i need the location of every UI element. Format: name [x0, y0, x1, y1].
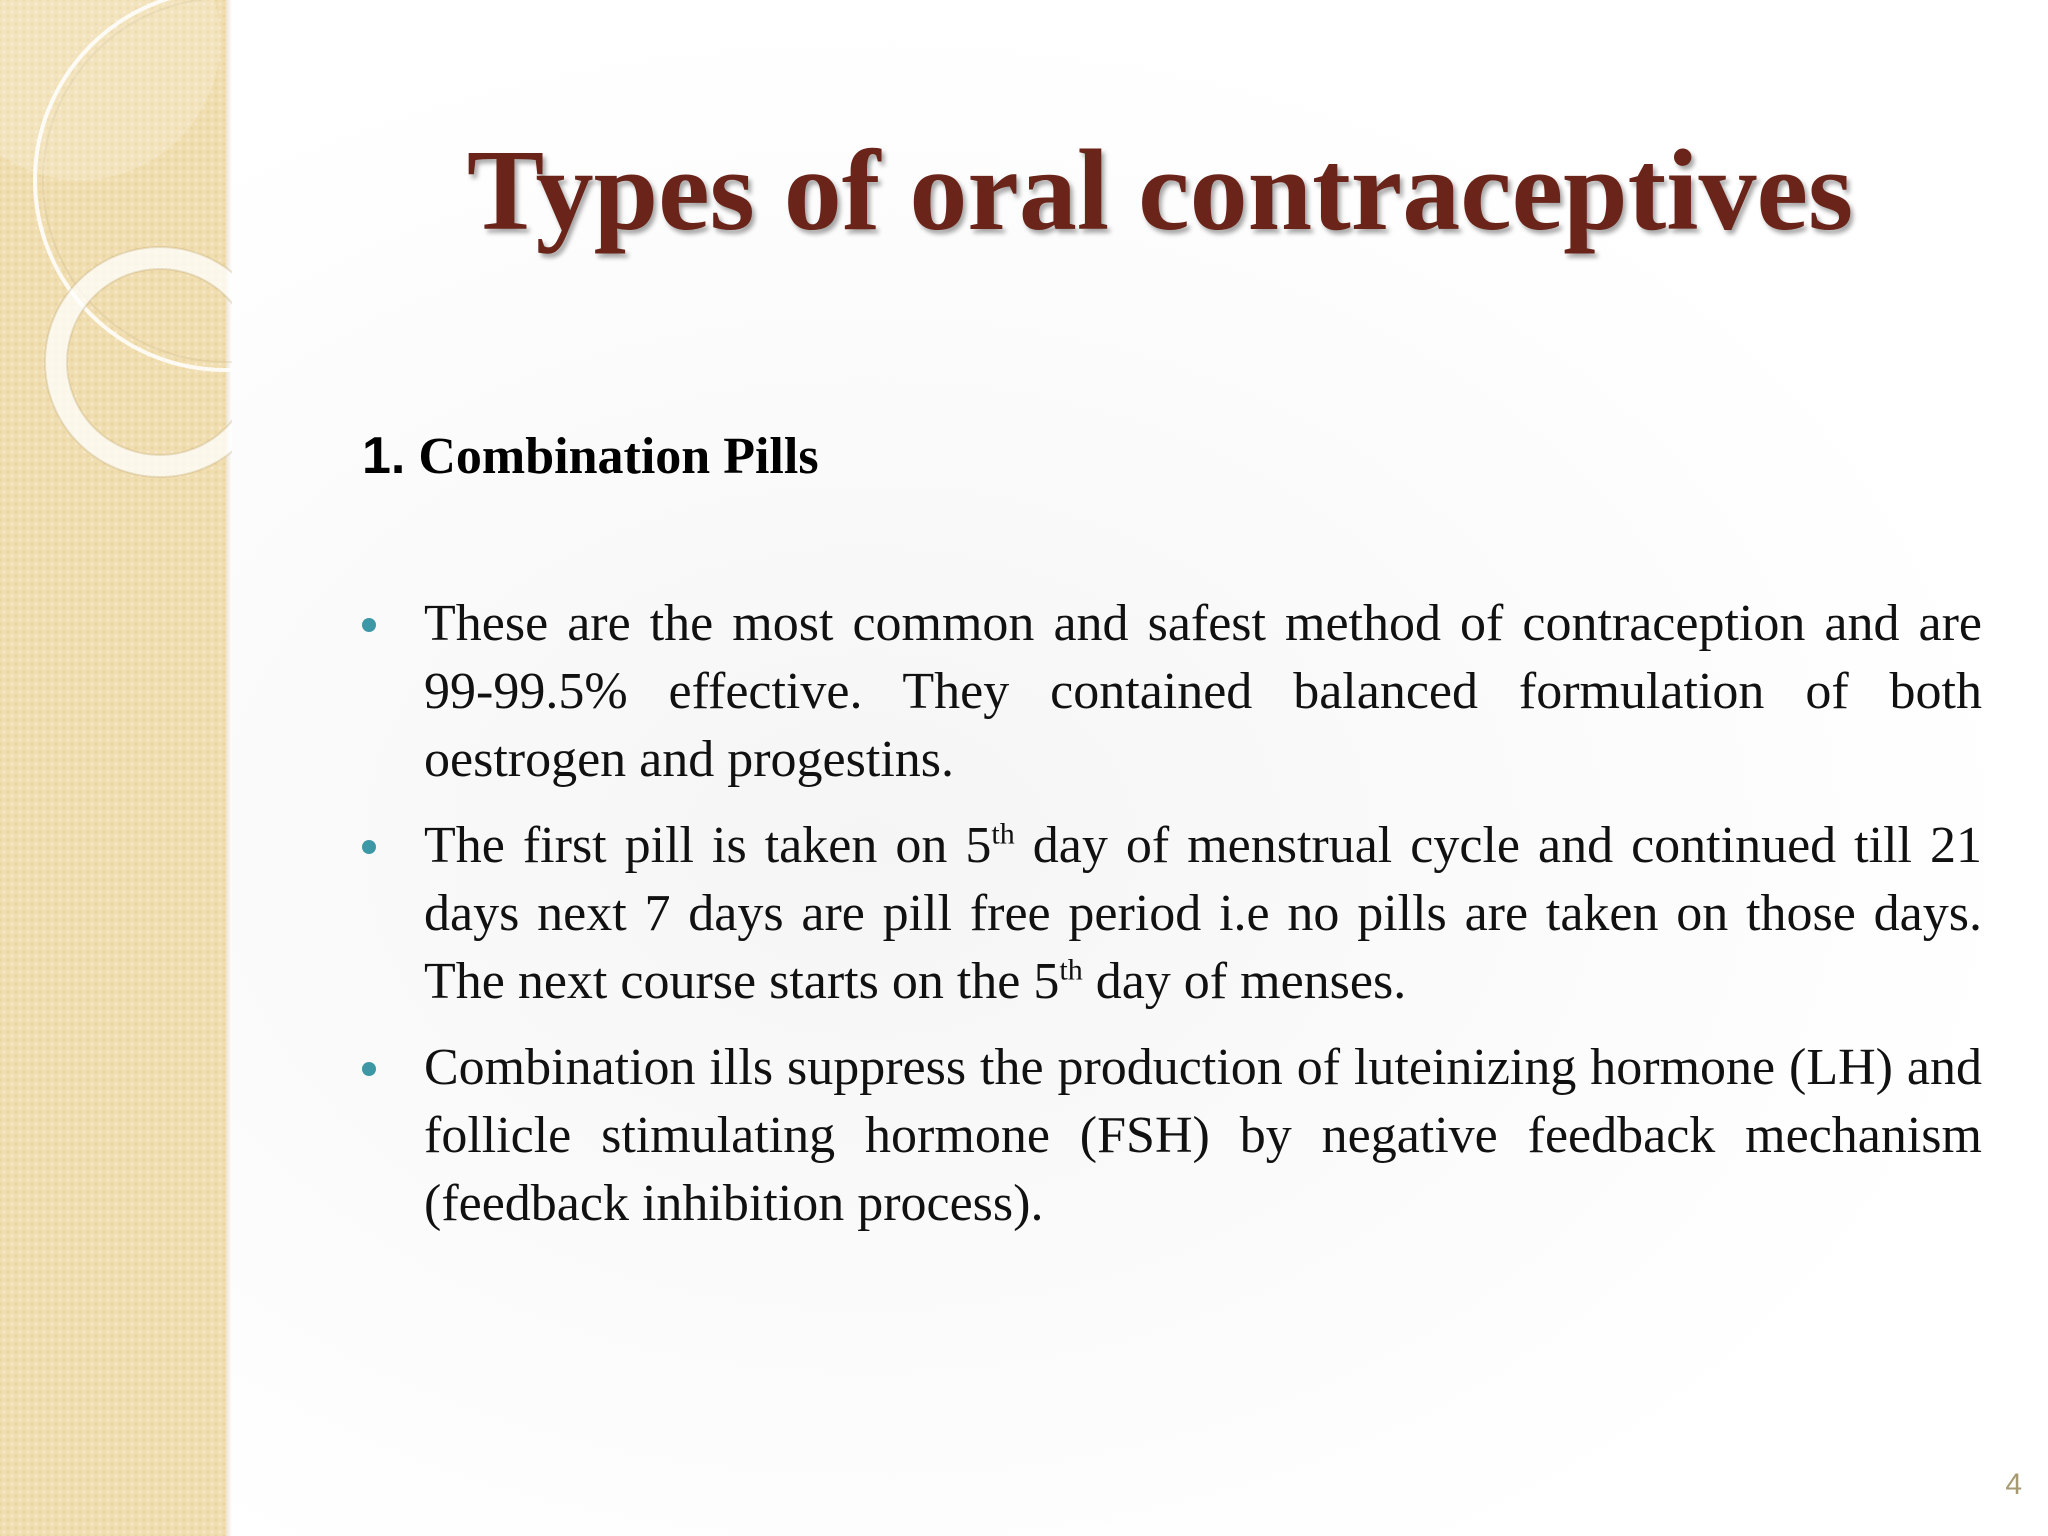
superscript-ordinal: th: [1059, 953, 1083, 987]
highlight-disc: [0, 0, 220, 180]
bullet-dot-icon: [362, 840, 376, 854]
bullet-text: These are the most common and safest method of contraception and are 99-99.5% effective. They contained balanced formulation of both oestrogen and progestins.: [424, 595, 1982, 788]
bullet-item: [362, 590, 1982, 794]
bullet-text-part: day of menstrual cycle and continued till 21 days next 7 days are pill free period i.e no pills are taken on those days. The next course starts on the 5: [424, 817, 1982, 1010]
bullet-dot-icon: [362, 618, 376, 632]
section-heading-text: Combination Pills: [418, 428, 819, 485]
bullet-text: Combination ills suppress the production of luteinizing hormone (LH) and follicle stimulating hormone (FSH) by negative feedback mechanism (feedback inhibition process).: [424, 1039, 1982, 1232]
bullet-list: [362, 590, 1982, 1256]
section-number: 1.: [362, 427, 406, 485]
section-heading: [362, 426, 819, 486]
superscript-ordinal: th: [991, 817, 1015, 851]
page-number: 4: [2005, 1468, 2022, 1501]
bullet-text-part: The first pill is taken on 5: [424, 817, 992, 874]
bullet-dot-icon: [362, 1062, 376, 1076]
bullet-item: [362, 812, 1982, 1016]
slide-title: Types of oral contraceptives: [466, 127, 1854, 255]
decorative-rings: [0, 0, 232, 520]
thick-ring: [56, 258, 232, 466]
bullet-item: [362, 1034, 1982, 1238]
bullet-text-part: day of menses.: [1082, 953, 1407, 1010]
